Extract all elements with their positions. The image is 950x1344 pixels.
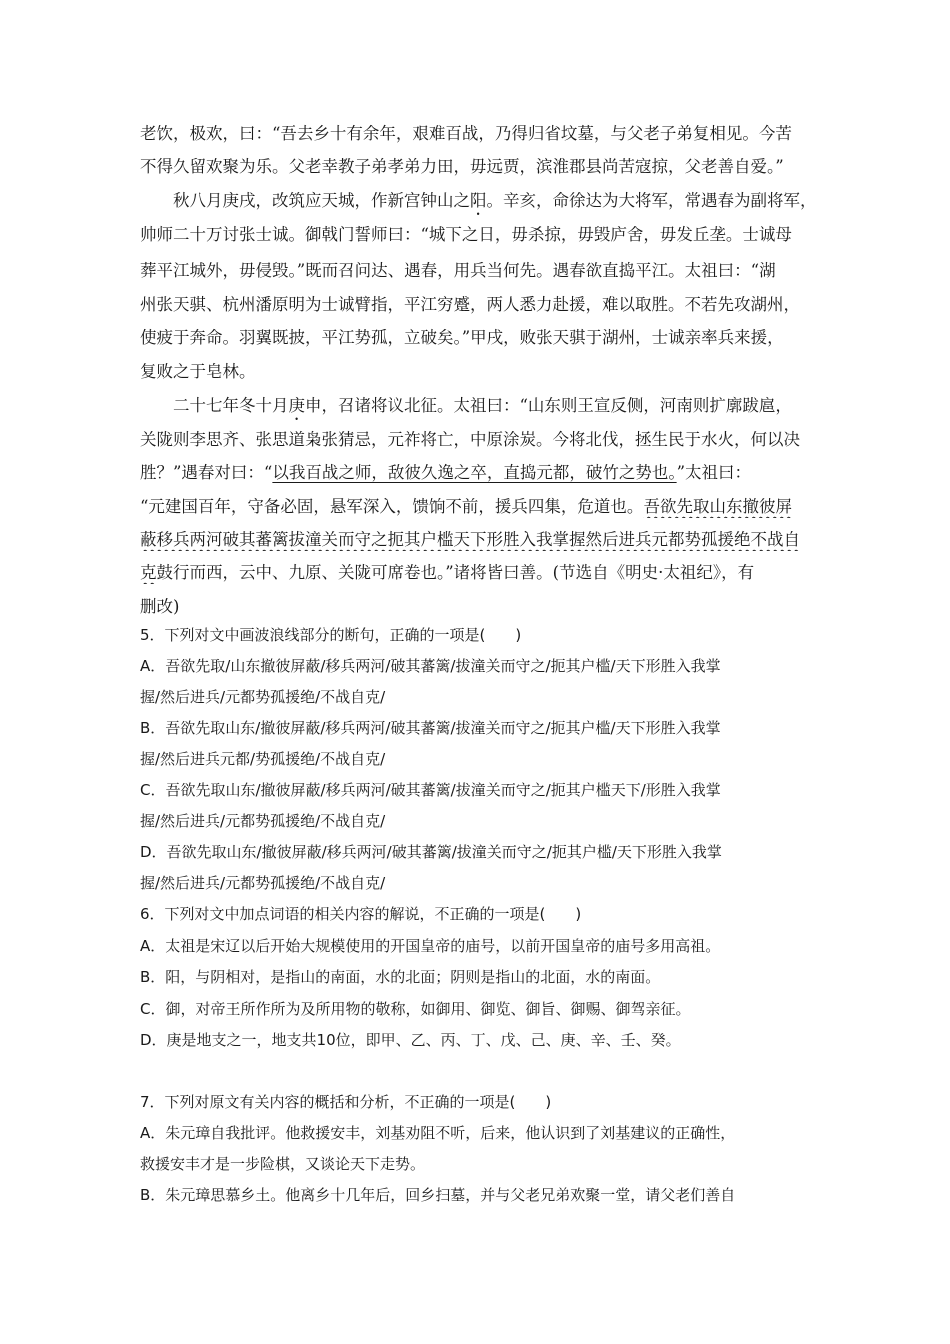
passage-line: 州张天骐、杭州潘原明为士诚臂指，平江穷蹙，两人悉力赴援，难以取胜。不若先攻湖州， bbox=[140, 295, 800, 314]
question-6-stem: 6．下列对文中加点词语的相关内容的解说，不正确的一项是( ) bbox=[140, 905, 582, 923]
passage-text: ”太祖曰： bbox=[676, 463, 752, 482]
passage-line bbox=[140, 529, 820, 551]
question-5-option-b-cont: 握/然后进兵元都/势孤援绝/不战自克/ bbox=[140, 750, 386, 768]
passage-line bbox=[173, 190, 820, 219]
passage-line: 葬平江城外，毋侵毁。”既而召问达、遇春，用兵当何先。遇春欲直捣平江。太祖曰：“湖 bbox=[140, 261, 776, 280]
wavy-underlined-text: 吾欲先取山东撤彼屏 bbox=[643, 497, 792, 516]
passage-line: 关陇则李思齐、张思道枭张猜忌，元祚将亡，中原涂炭。今将北伐，拯生民于水火，何以决 bbox=[140, 430, 800, 449]
emphasis-dot-word: 庚 bbox=[288, 396, 305, 415]
passage-line: 使疲于奔命。羽翼既披，平江势孤，立破矣。”甲戌，败张天骐于湖州，士诚亲率兵来援， bbox=[140, 328, 784, 347]
question-7-stem: 7．下列对原文有关内容的概括和分析，不正确的一项是( ) bbox=[140, 1093, 552, 1111]
underlined-sentence: 以我百战之师，敌彼久逸之卒，直捣元都，破竹之势也。 bbox=[272, 463, 677, 482]
question-5-option-d-cont: 握/然后进兵/元都势孤援绝/不战自克/ bbox=[140, 874, 386, 892]
passage-line: 老饮，极欢，曰：“吾去乡十有余年，艰难百战，乃得归省坟墓，与父老子弟复相见。今苦 bbox=[140, 124, 792, 143]
passage-text: 二十七年冬十月 bbox=[173, 396, 289, 415]
question-7-option-b: B．朱元璋思慕乡土。他离乡十几年后，回乡扫墓，并与父老兄弟欢聚一堂，请父老们善自 bbox=[140, 1186, 736, 1204]
question-7-option-a: A．朱元璋自我批评。他救援安丰，刘基劝阻不听，后来，他认识到了刘基建议的正确性， bbox=[140, 1124, 736, 1142]
question-5-option-a-cont: 握/然后进兵/元都势孤援绝/不战自克/ bbox=[140, 688, 386, 706]
passage-text: 胜？”遇春对曰：“ bbox=[140, 463, 273, 482]
passage-text: 秋八月庚戌，改筑应天城，作新宫钟山之 bbox=[173, 191, 470, 210]
passage-line bbox=[140, 496, 820, 518]
passage-line: 复败之于皂林。 bbox=[140, 362, 256, 381]
passage-text: 申，召诸将议北征。太祖曰：“山东则王宣反侧，河南则扩廓跋扈， bbox=[305, 396, 792, 415]
passage-line bbox=[140, 562, 820, 584]
passage-line: 删改) bbox=[140, 597, 180, 616]
wavy-underlined-text: 克 bbox=[140, 563, 157, 582]
passage-text: 。辛亥，命徐达为大将军，常遇春为副将军， bbox=[486, 191, 817, 210]
question-6-option-a: A．太祖是宋辽以后开始大规模使用的开国皇帝的庙号，以前开国皇帝的庙号多用高祖。 bbox=[140, 937, 721, 955]
question-5-option-c: C．吾欲先取山东/撤彼屏蔽/移兵两河/破其蕃篱/拔潼关而守之/扼其户槛天下/形胜入我掌 bbox=[140, 781, 721, 799]
question-5-option-b: B．吾欲先取山东/撤彼屏蔽/移兵两河/破其蕃篱/拔潼关而守之/扼其户槛/天下形胜入我掌 bbox=[140, 719, 721, 737]
passage-line: 不得久留欢聚为乐。父老幸教子弟孝弟力田，毋远贾，滨淮郡县尚苦寇掠，父老善自爱。” bbox=[140, 157, 784, 176]
question-6-option-b: B．阳，与阴相对，是指山的南面，水的北面；阴则是指山的北面，水的南面。 bbox=[140, 968, 661, 986]
question-5-option-a: A．吾欲先取/山东撤彼屏蔽/移兵两河/破其蕃篱/拔潼关而守之/扼其户槛/天下形胜入我掌 bbox=[140, 657, 721, 675]
wavy-underlined-text: 蔽移兵两河破其蕃篱拔潼关而守之扼其户槛天下形胜入我掌握然后进兵元都势孤援绝不战自 bbox=[140, 530, 800, 549]
emphasis-dot-word: 阳 bbox=[470, 191, 487, 210]
question-5-option-d: D．吾欲先取山东/撤彼屏蔽/移兵两河/破其蕃篱/拔潼关而守之/扼其户槛/天下形胜入我掌 bbox=[140, 843, 722, 861]
question-6-option-c: C．御，对帝王所作所为及所用物的敬称，如御用、御览、御旨、御赐、御驾亲征。 bbox=[140, 1000, 691, 1018]
passage-text: “元建国百年，守备必固，悬军深入，馈饷不前，援兵四集，危道也。 bbox=[140, 497, 644, 516]
question-5-stem: 5．下列对文中画波浪线部分的断句，正确的一项是( ) bbox=[140, 626, 522, 644]
passage-line: 帅师二十万讨张士诚。御戟门誓师曰：“城下之日，毋杀掠，毋毁庐舍，毋发丘垄。士诚母 bbox=[140, 225, 792, 244]
passage-text: 鼓行而西，云中、九原、关陇可席卷也。”诸将皆曰善。(节选自《明史·太祖纪》，有 bbox=[156, 563, 755, 582]
question-5-option-c-cont: 握/然后进兵/元都势孤援绝/不战自克/ bbox=[140, 812, 386, 830]
passage-line bbox=[173, 395, 820, 424]
passage-line bbox=[140, 462, 820, 484]
question-7-option-a-cont: 救援安丰才是一步险棋，又谈论天下走势。 bbox=[140, 1155, 426, 1173]
question-6-option-d: D．庚是地支之一，地支共10位，即甲、乙、丙、丁、戊、己、庚、辛、壬、癸。 bbox=[140, 1031, 681, 1049]
